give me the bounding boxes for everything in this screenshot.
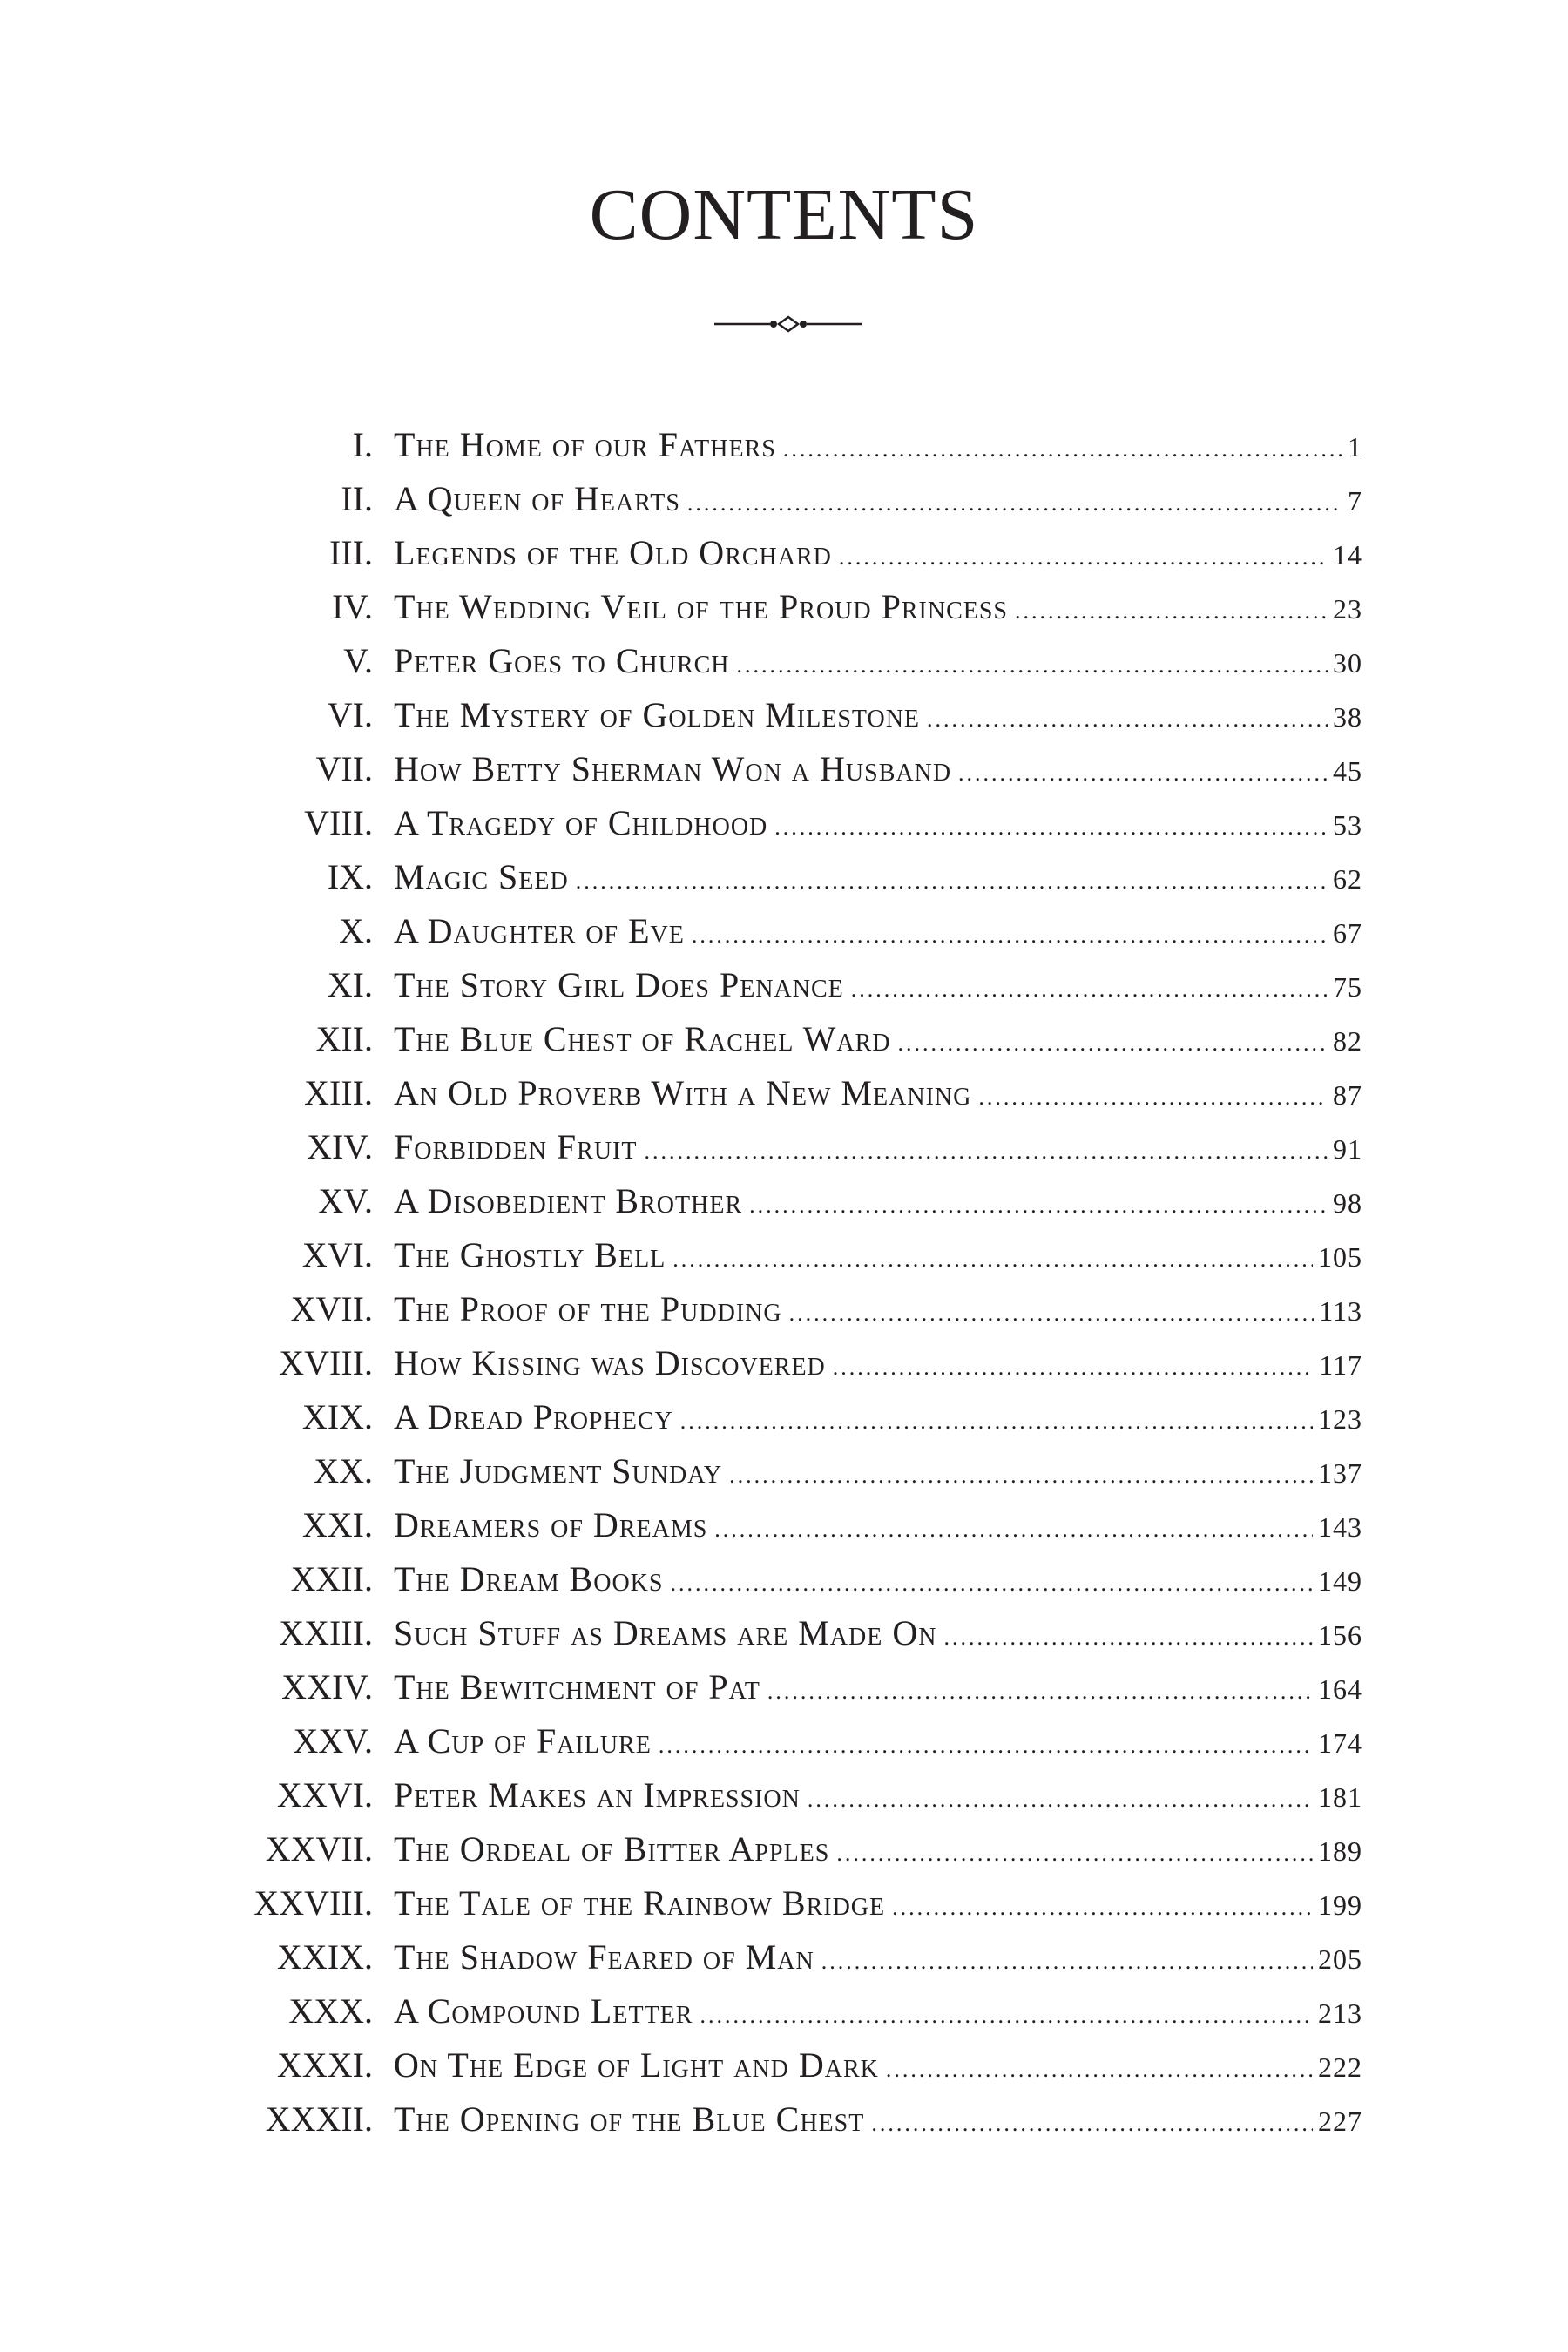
toc-entry <box>0 1066 1568 1120</box>
dot-leader <box>644 1125 1328 1179</box>
dot-leader <box>767 1665 1313 1719</box>
page-number: 149 <box>1318 1565 1362 1597</box>
chapter-line <box>394 904 1362 958</box>
toc-entry <box>0 1012 1568 1066</box>
chapter-line <box>394 1120 1362 1174</box>
page-number: 174 <box>1318 1727 1362 1759</box>
chapter-title: Peter Goes to Church <box>394 641 730 680</box>
chapter-title: Legends of the Old Orchard <box>394 533 832 572</box>
toc-entry <box>0 1714 1568 1768</box>
dot-leader <box>789 1287 1315 1341</box>
dot-leader <box>687 476 1342 531</box>
chapter-number: XXVIII. <box>253 1883 373 1923</box>
page-number: 75 <box>1333 971 1362 1003</box>
page-number: 53 <box>1333 809 1362 841</box>
chapter-number: VII. <box>315 749 373 788</box>
dot-leader <box>692 909 1328 963</box>
page-number: 123 <box>1318 1403 1362 1435</box>
toc-entry <box>0 472 1568 526</box>
chapter-title: A Disobedient Brother <box>394 1181 743 1220</box>
toc-entry <box>0 418 1568 472</box>
chapter-number: XV. <box>318 1181 373 1220</box>
chapter-title: The Bewitchment of Pat <box>394 1667 760 1707</box>
chapter-line <box>394 1174 1362 1228</box>
toc-entry <box>0 1660 1568 1714</box>
dot-leader <box>729 1449 1313 1503</box>
chapter-line <box>394 2092 1362 2146</box>
dot-leader <box>943 1611 1313 1665</box>
chapter-line <box>394 1012 1362 1066</box>
toc-entry <box>0 850 1568 904</box>
chapter-number: III. <box>329 533 373 572</box>
dot-leader <box>927 693 1328 747</box>
chapter-line <box>394 580 1362 634</box>
chapter-number: V. <box>343 641 373 680</box>
dot-leader <box>886 2043 1313 2097</box>
chapter-number: XI. <box>327 965 373 1004</box>
toc-entry <box>0 1174 1568 1228</box>
chapter-line <box>394 796 1362 850</box>
chapter-title: A Tragedy of Childhood <box>394 803 768 842</box>
chapter-line <box>394 850 1362 904</box>
dot-leader <box>958 747 1328 801</box>
page-number: 156 <box>1318 1619 1362 1651</box>
page-number: 164 <box>1318 1673 1362 1705</box>
toc-entry <box>0 904 1568 958</box>
chapter-title: A Compound Letter <box>394 1991 693 2031</box>
toc-entry <box>0 1930 1568 1984</box>
dot-leader <box>659 1719 1313 1773</box>
page-number: 199 <box>1318 1889 1362 1921</box>
dot-leader <box>898 1017 1328 1071</box>
dot-leader <box>892 1881 1313 1935</box>
chapter-line <box>394 472 1362 526</box>
toc-entry <box>0 1444 1568 1498</box>
chapter-number: XXXI. <box>277 2045 373 2085</box>
dot-leader <box>836 1827 1313 1881</box>
page-number: 98 <box>1333 1187 1362 1219</box>
toc-entry <box>0 796 1568 850</box>
page-number: 113 <box>1319 1295 1362 1327</box>
chapter-title: The Wedding Veil of the Proud Princess <box>394 587 1008 626</box>
chapter-number: XIII. <box>304 1073 373 1112</box>
page-number: 38 <box>1333 701 1362 733</box>
chapter-line <box>394 1282 1362 1336</box>
dot-leader <box>672 1233 1313 1287</box>
page-number: 14 <box>1333 539 1362 571</box>
page-number: 67 <box>1333 917 1362 949</box>
chapter-title: The Judgment Sunday <box>394 1451 723 1490</box>
toc-entry <box>0 1552 1568 1606</box>
fleuron-divider-icon <box>714 314 862 335</box>
dot-leader <box>1015 585 1328 639</box>
chapter-title: The Story Girl Does Penance <box>394 965 844 1004</box>
toc-entry <box>0 1336 1568 1390</box>
chapter-title: Such Stuff as Dreams are Made On <box>394 1613 937 1652</box>
chapter-line <box>394 1498 1362 1552</box>
chapter-number: IX. <box>327 857 373 896</box>
chapter-title: A Cup of Failure <box>394 1721 652 1761</box>
chapter-number: XXVII. <box>265 1829 373 1869</box>
chapter-title: The Shadow Feared of Man <box>394 1937 814 1977</box>
chapter-title: Magic Seed <box>394 857 569 896</box>
toc-entry <box>0 526 1568 580</box>
chapter-line <box>394 2038 1362 2092</box>
chapter-line <box>394 634 1362 688</box>
toc-entry <box>0 1120 1568 1174</box>
page-title: CONTENTS <box>589 174 979 255</box>
page-number: 213 <box>1318 1997 1362 2029</box>
chapter-line <box>394 688 1362 742</box>
page-number: 143 <box>1318 1511 1362 1543</box>
chapter-line <box>394 1228 1362 1282</box>
toc-entry <box>0 1984 1568 2038</box>
chapter-title: Peter Makes an Impression <box>394 1775 801 1815</box>
page-number: 227 <box>1318 2105 1362 2137</box>
chapter-number: IV. <box>331 587 373 626</box>
page-number: 1 <box>1348 431 1362 463</box>
dot-leader <box>714 1503 1313 1557</box>
chapter-number: XXVI. <box>277 1775 373 1815</box>
chapter-title: The Proof of the Pudding <box>394 1289 782 1328</box>
chapter-number: XVI. <box>301 1235 373 1274</box>
chapter-title: How Kissing was Discovered <box>394 1343 826 1382</box>
dot-leader <box>808 1773 1313 1827</box>
page-number: 205 <box>1318 1943 1362 1975</box>
dot-leader <box>576 855 1328 909</box>
chapter-title: A Queen of Hearts <box>394 479 680 518</box>
chapter-line <box>394 418 1362 472</box>
dot-leader <box>783 422 1342 476</box>
chapter-title: Dreamers of Dreams <box>394 1505 708 1544</box>
chapter-title: On The Edge of Light and Dark <box>394 2045 879 2085</box>
chapter-number: XXXII. <box>265 2099 373 2139</box>
toc-entry <box>0 1228 1568 1282</box>
page-number: 222 <box>1318 2051 1362 2083</box>
chapter-number: XXIII. <box>279 1613 373 1652</box>
chapter-title: The Dream Books <box>394 1559 664 1598</box>
chapter-number: XII. <box>315 1019 373 1058</box>
dot-leader <box>851 963 1328 1017</box>
chapter-number: XXV. <box>293 1721 373 1761</box>
chapter-title: The Ordeal of Bitter Apples <box>394 1829 830 1869</box>
page-number: 91 <box>1333 1133 1362 1165</box>
chapter-title: How Betty Sherman Won a Husband <box>394 749 952 788</box>
chapter-title: The Opening of the Blue Chest <box>394 2099 865 2139</box>
dot-leader <box>737 639 1328 693</box>
toc-entry <box>0 1876 1568 1930</box>
page-number: 117 <box>1319 1349 1362 1381</box>
page-number: 45 <box>1333 755 1362 787</box>
chapter-title: The Home of our Fathers <box>394 425 776 464</box>
chapter-number: I. <box>352 425 373 464</box>
chapter-line <box>394 526 1362 580</box>
chapter-number: XIV. <box>307 1127 373 1166</box>
page-number: 137 <box>1318 1457 1362 1489</box>
dot-leader <box>821 1935 1313 1989</box>
chapter-title: The Blue Chest of Rachel Ward <box>394 1019 891 1058</box>
chapter-line <box>394 1660 1362 1714</box>
chapter-number: X. <box>339 911 373 950</box>
chapter-line <box>394 1876 1362 1930</box>
toc-entry <box>0 580 1568 634</box>
chapter-line <box>394 1066 1362 1120</box>
chapter-number: II. <box>341 479 373 518</box>
toc-entry <box>0 1390 1568 1444</box>
page-number: 82 <box>1333 1025 1362 1057</box>
chapter-number: XXII. <box>290 1559 373 1598</box>
page-number: 87 <box>1333 1079 1362 1111</box>
toc-entry <box>0 1498 1568 1552</box>
toc-entry <box>0 1606 1568 1660</box>
page-number: 105 <box>1318 1241 1362 1273</box>
page-number: 181 <box>1318 1781 1362 1813</box>
chapter-line <box>394 958 1362 1012</box>
dot-leader <box>978 1071 1328 1125</box>
chapter-line <box>394 1336 1362 1390</box>
toc-entry <box>0 1282 1568 1336</box>
dot-leader <box>839 531 1328 585</box>
toc-entry <box>0 2092 1568 2146</box>
toc-entry <box>0 742 1568 796</box>
page-number: 23 <box>1333 593 1362 625</box>
dot-leader <box>700 1989 1313 2043</box>
chapter-number: XXX. <box>288 1991 373 2031</box>
chapter-number: VI. <box>327 695 373 734</box>
dot-leader <box>774 801 1328 855</box>
chapter-line <box>394 1768 1362 1822</box>
chapter-number: XX. <box>314 1451 373 1490</box>
chapter-number: XVIII. <box>279 1343 373 1382</box>
chapter-line <box>394 1444 1362 1498</box>
chapter-number: XXIX. <box>277 1937 373 1977</box>
chapter-line <box>394 1714 1362 1768</box>
chapter-line <box>394 1606 1362 1660</box>
chapter-title: A Daughter of Eve <box>394 911 685 950</box>
chapter-line <box>394 1822 1362 1876</box>
page-number: 30 <box>1333 647 1362 679</box>
chapter-line <box>394 1984 1362 2038</box>
dot-leader <box>749 1179 1328 1233</box>
chapter-number: VIII. <box>304 803 373 842</box>
dot-leader <box>670 1557 1313 1611</box>
chapter-title: Forbidden Fruit <box>394 1127 638 1166</box>
page-number: 189 <box>1318 1835 1362 1867</box>
chapter-title: A Dread Prophecy <box>394 1397 673 1436</box>
chapter-line <box>394 742 1362 796</box>
page-number: 62 <box>1333 863 1362 895</box>
chapter-title: The Ghostly Bell <box>394 1235 666 1274</box>
chapter-title: The Tale of the Rainbow Bridge <box>394 1883 886 1923</box>
chapter-number: XXIV. <box>281 1667 373 1707</box>
chapter-line <box>394 1930 1362 1984</box>
chapter-title: The Mystery of Golden Milestone <box>394 695 921 734</box>
chapter-line <box>394 1552 1362 1606</box>
toc-entry <box>0 2038 1568 2092</box>
table-of-contents <box>0 418 1568 2146</box>
dot-leader <box>871 2097 1313 2151</box>
chapter-line <box>394 1390 1362 1444</box>
toc-entry <box>0 958 1568 1012</box>
toc-entry <box>0 1822 1568 1876</box>
chapter-number: XIX. <box>301 1397 373 1436</box>
chapter-title: An Old Proverb With a New Meaning <box>394 1073 972 1112</box>
dot-leader <box>680 1395 1313 1449</box>
page-number: 7 <box>1348 485 1362 517</box>
toc-entry <box>0 688 1568 742</box>
toc-entry <box>0 1768 1568 1822</box>
chapter-number: XXI. <box>301 1505 373 1544</box>
toc-entry <box>0 634 1568 688</box>
dot-leader <box>833 1341 1314 1395</box>
chapter-number: XVII. <box>290 1289 373 1328</box>
